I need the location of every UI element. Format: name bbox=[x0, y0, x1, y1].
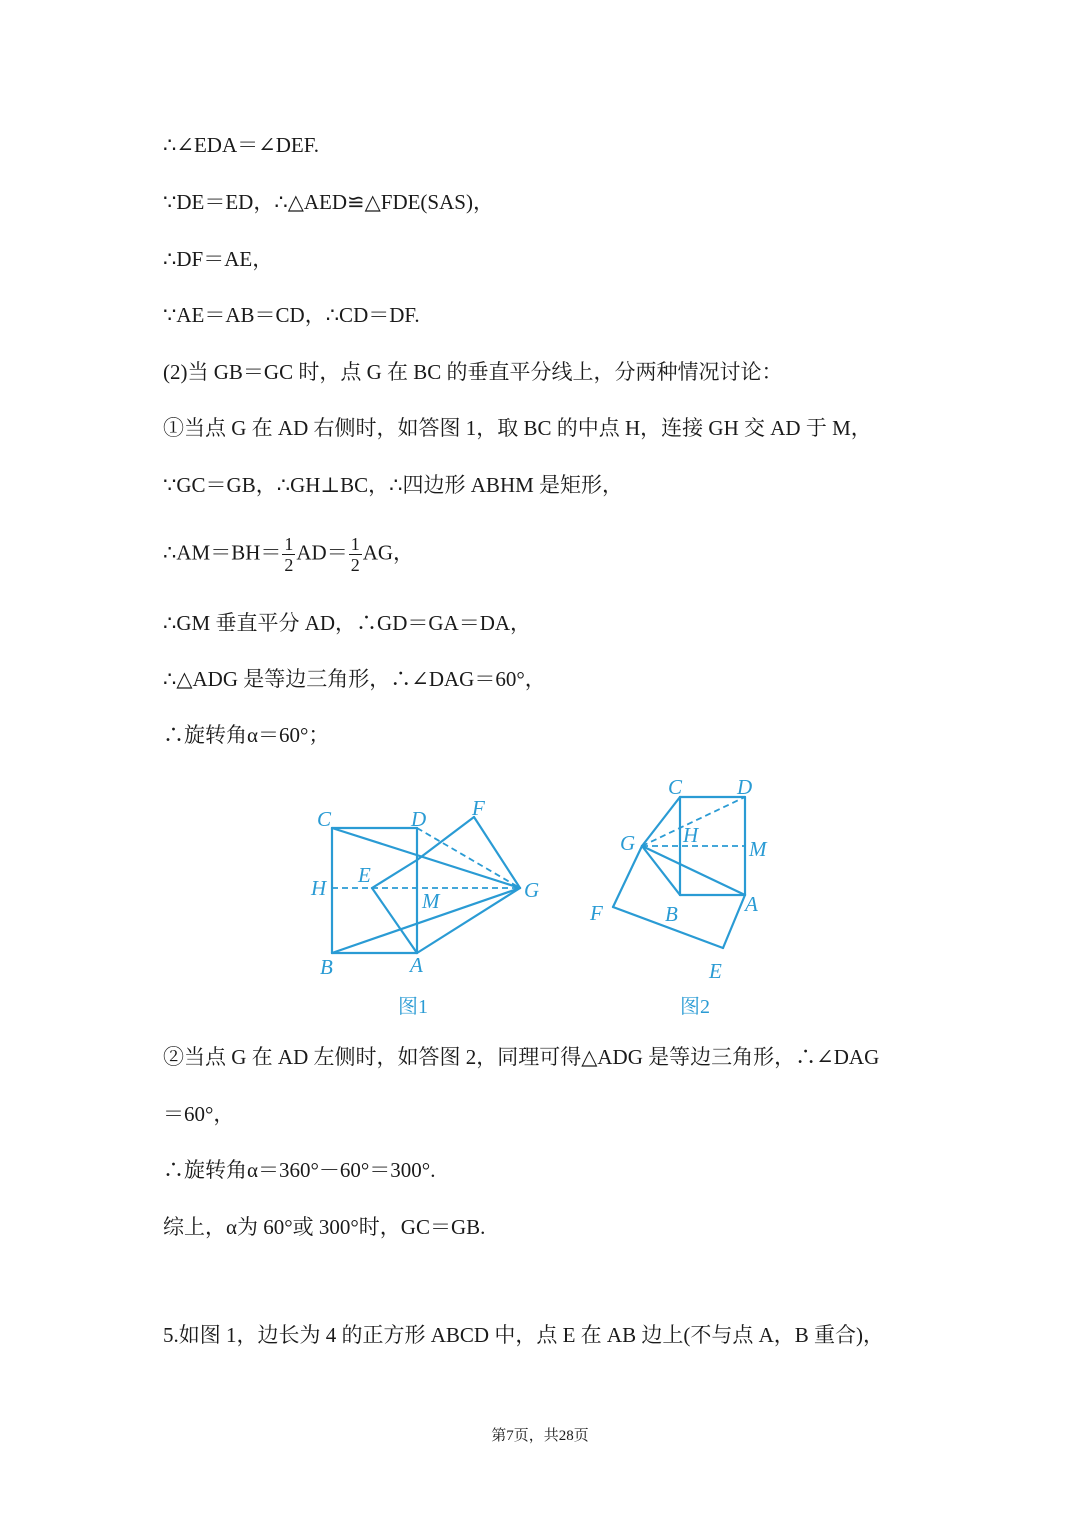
page-footer: 第7页，共28页 bbox=[491, 1428, 589, 1444]
line-16: 5.如图 1，边长为 4 的正方形 ABCD 中，点 E 在 AB 边上(不与点 A，B 重合)， bbox=[163, 1323, 885, 1347]
line-14: ∴旋转角α＝360°－60°＝300°. bbox=[163, 1158, 436, 1182]
fig2-edge-ae bbox=[723, 895, 745, 948]
figure-2 bbox=[585, 770, 785, 1020]
line-7: ∵GC＝GB，∴GH⊥BC，∴四边形 ABHM 是矩形， bbox=[163, 473, 624, 497]
fig1-label-h: H bbox=[311, 876, 327, 900]
figure-1 bbox=[300, 785, 550, 1025]
fig2-label-d: D bbox=[737, 775, 753, 799]
fig2-edge-gf bbox=[613, 846, 642, 907]
fig2-label-a: A bbox=[745, 892, 758, 916]
fig2-label-e: E bbox=[709, 959, 722, 983]
line-8-mid: AD＝ bbox=[296, 540, 348, 565]
line-13: ＝60°， bbox=[163, 1102, 235, 1126]
fraction-2-numerator: 1 bbox=[350, 534, 360, 554]
line-2: ∵DE＝ED，∴△AED≌△FDE(SAS)， bbox=[163, 190, 494, 214]
fraction-2-denominator: 2 bbox=[350, 555, 360, 575]
line-11: ∴旋转角α＝60°； bbox=[163, 723, 330, 747]
line-10: ∴△ADG 是等边三角形，∴∠DAG＝60°， bbox=[163, 667, 546, 691]
fig2-label-c: C bbox=[668, 775, 683, 799]
fig1-label-g: G bbox=[524, 878, 540, 902]
line-4: ∵AE＝AB＝CD，∴CD＝DF. bbox=[163, 303, 420, 327]
fig1-dashed-dg bbox=[417, 828, 520, 888]
fig1-label-f: F bbox=[472, 796, 485, 820]
fig1-label-c: C bbox=[317, 807, 332, 831]
line-8-suffix: AG， bbox=[362, 540, 415, 565]
line-8-prefix: ∴AM＝BH＝ bbox=[163, 540, 282, 565]
fig1-edge-ed bbox=[372, 860, 417, 888]
fig2-label-h: H bbox=[683, 823, 699, 847]
fig1-label-d: D bbox=[411, 807, 427, 831]
fig2-edge-gc bbox=[642, 797, 680, 846]
fig1-label-a: A bbox=[410, 953, 423, 977]
line-5: (2)当 GB＝GC 时，点 G 在 BC 的垂直平分线上，分两种情况讨论： bbox=[163, 360, 783, 384]
line-15: 综上，α为 60°或 300°时，GC＝GB. bbox=[163, 1215, 486, 1239]
line-12: ②当点 G 在 AD 左侧时，如答图 2，同理可得△ADG 是等边三角形，∴∠DAG bbox=[163, 1045, 880, 1069]
fig1-edge-ea bbox=[372, 888, 417, 953]
fig1-label-b: B bbox=[320, 955, 333, 979]
fig2-edge-ga bbox=[642, 846, 745, 895]
fig1-label-e: E bbox=[358, 863, 371, 887]
line-9: ∴GM 垂直平分 AD，∴GD＝GA＝DA， bbox=[163, 611, 532, 635]
fig2-caption: 图2 bbox=[680, 996, 710, 1018]
fraction-1-denominator: 2 bbox=[284, 555, 294, 575]
line-6: ①当点 G 在 AD 右侧时，如答图 1，取 BC 的中点 H，连接 GH 交 AD 于 M， bbox=[163, 416, 872, 440]
fig2-label-f: F bbox=[590, 901, 603, 925]
fraction-half-2 bbox=[349, 534, 362, 575]
fig2-edge-gb bbox=[642, 846, 680, 895]
line-1: ∴∠EDA＝∠DEF. bbox=[163, 133, 319, 157]
fig1-caption: 图1 bbox=[398, 996, 428, 1018]
fraction-half-1 bbox=[282, 534, 295, 575]
fig2-label-m: M bbox=[749, 837, 767, 861]
fig1-label-m: M bbox=[422, 889, 440, 913]
fig1-edge-fg bbox=[474, 817, 520, 888]
fig2-label-g: G bbox=[620, 831, 636, 855]
line-3: ∴DF＝AE， bbox=[163, 247, 274, 271]
fraction-1-numerator: 1 bbox=[284, 534, 294, 554]
fig2-label-b: B bbox=[665, 902, 678, 926]
line-8 bbox=[163, 534, 414, 575]
